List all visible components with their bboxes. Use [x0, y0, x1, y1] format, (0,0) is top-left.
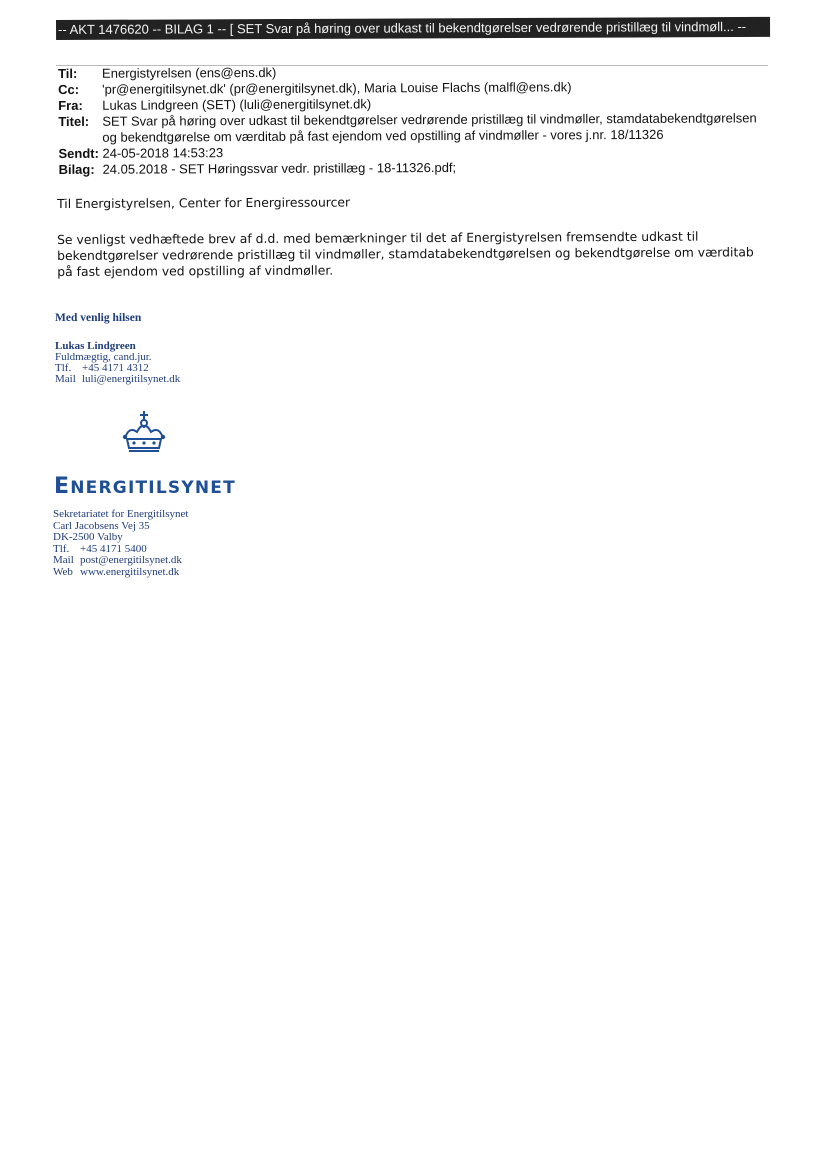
- address-mail[interactable]: post@energitilsynet.dk: [80, 554, 182, 567]
- address-web[interactable]: www.energitilsynet.dk: [80, 565, 180, 578]
- to-value: Energistyrelsen (ens@ens.dk): [101, 64, 277, 81]
- address-web-row: [53, 567, 188, 579]
- signature-role: Fuldmægtig, cand.jur.: [55, 351, 152, 363]
- attachment-row: [59, 158, 769, 178]
- address-line-3: DK-2500 Valby: [53, 531, 123, 544]
- signature-block: [55, 341, 180, 385]
- title-value: SET Svar på høring over udkast til bekendtgørelser vedrørende pristillæg til vindmøller, stamdatabekendtgørelsen og bekendtgørelse om værditab på fast ejendom ved opstilling af vindmøller - vores j.nr. 18/11326: [102, 110, 757, 145]
- sent-value: 24-05-2018 14:53:23: [102, 145, 224, 161]
- title-label: Titel:: [58, 113, 90, 129]
- email-headers: [58, 62, 769, 178]
- signature-phone-label: Tlf.: [55, 362, 72, 374]
- signature-mail-label: Mail: [55, 373, 76, 385]
- from-label: Fra:: [58, 97, 83, 113]
- document-header-banner: -- AKT 1476620 -- BILAG 1 -- [ SET Svar på høring over udkast til bekendtgørelser vedrørende pristillæg til vindmøll... --: [56, 17, 770, 40]
- organization-address: [53, 509, 188, 579]
- address-phone-label: Tlf.: [53, 542, 70, 555]
- signature-mail-row: [55, 374, 180, 385]
- attachment-label: Bilag:: [58, 161, 95, 177]
- cc-value: 'pr@energitilsynet.dk' (pr@energitilsynet.dk), Maria Louise Flachs (malfl@ens.dk): [102, 79, 572, 97]
- brand-wordmark: ENERGITILSYNET: [54, 474, 236, 499]
- address-mail-label: Mail: [53, 554, 74, 567]
- signature-closing: Med venlig hilsen: [55, 312, 142, 324]
- address-web-label: Web: [53, 565, 73, 578]
- signature-phone: +45 4171 4312: [82, 362, 149, 374]
- to-label: Til:: [58, 65, 78, 81]
- title-row: [58, 110, 768, 146]
- greeting: Til Energistyrelsen, Center for Energiressourcer: [57, 194, 351, 211]
- address-phone: +45 4171 5400: [80, 542, 147, 555]
- address-line-1: Sekretariatet for Energitilsynet: [53, 508, 189, 520]
- body-paragraph: Se venligst vedhæftede brev af d.d. med bemærkninger til det af Energistyrelsen fremsendte udkast til bekendtgørelser vedrørende pristillæg til vindmøller, stamdatabekendtgørelsen og bekendtgørelse om værditab på fast ejendom ved opstilling af vindmøller.: [57, 228, 754, 279]
- attachment-value: 24.05.2018 - SET Høringssvar vedr. pristillæg - 18-11326.pdf;: [102, 159, 457, 177]
- cc-label: Cc:: [58, 81, 80, 97]
- sent-label: Sendt:: [58, 145, 99, 161]
- signature-name: Lukas Lindgreen: [55, 340, 136, 352]
- crown-icon: [119, 410, 169, 456]
- from-value: Lukas Lindgreen (SET) (luli@energitilsynet.dk): [102, 96, 372, 113]
- address-line-2: Carl Jacobsens Vej 35: [53, 519, 150, 532]
- signature-mail[interactable]: luli@energitilsynet.dk: [82, 373, 181, 385]
